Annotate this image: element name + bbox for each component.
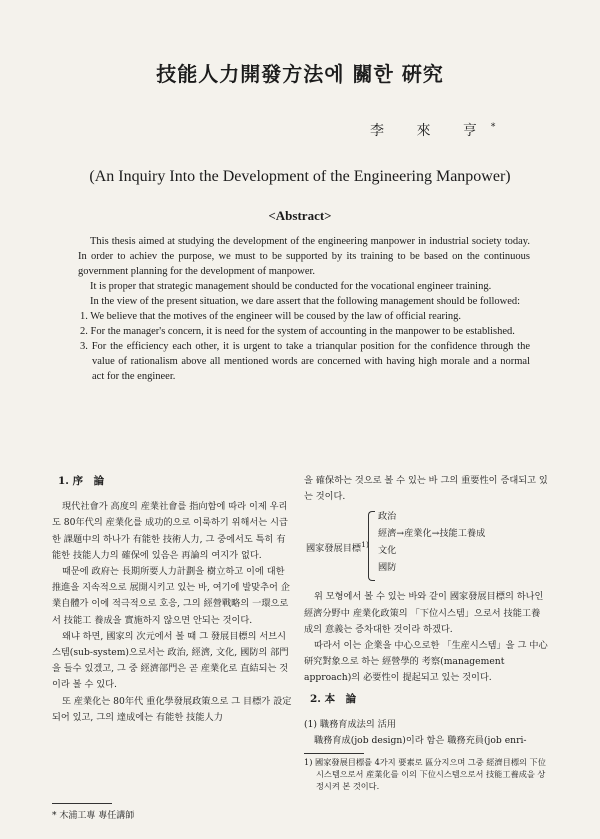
- body-paragraph: 職務育成(job design)이라 함은 職務充員(job enri-: [314, 735, 527, 747]
- paper-title: 技能人力開發方法에 關한 硏究: [156, 62, 444, 86]
- abstract-paragraph: In the view of the present situation, we dare assert that the following management should be followed:: [90, 296, 521, 307]
- diagram-brace: [368, 511, 375, 581]
- abstract-list-item: 2. For the manager's concern, it is need for the system of accounting in the manpower to be established.: [80, 326, 515, 337]
- abstract-list-item: 3. For the efficiency each other, it is urgent to take a trianqular position for the confidence through the value of rationalism above all mentioned words are concerned with having high morale and a normal act for the engineer.: [80, 341, 530, 382]
- diagram-footnote-mark: 1): [361, 540, 369, 550]
- abstract-paragraph: It is proper that strategic management should be conducted for the vocational engineer training.: [90, 281, 492, 292]
- author-name: [370, 120, 520, 140]
- english-title: (An Inquiry Into the Development of the Engineering Manpower): [89, 168, 511, 185]
- body-paragraph: 또 産業化는 80年代 重化學發展政策으로 그 目標가 設定되어 있고, 그의 達成에는 有能한 技能人力: [52, 695, 292, 723]
- diagram-item: 國防: [378, 562, 397, 574]
- author-footnote: * 木浦工專 專任講師: [52, 811, 135, 821]
- footnote-rule: [304, 753, 364, 754]
- author-footnote-mark: *: [490, 122, 496, 133]
- goal-diagram: [304, 509, 548, 583]
- abstract-heading: <Abstract>: [268, 208, 332, 223]
- body-paragraph: 왜냐 하면, 國家의 次元에서 볼 때 그 發展目標의 서브시스템(sub-system)으로서는 政治, 經濟, 文化, 國防의 部門을 들수 있겠고, 그 중 經濟部門은 곧 産業化로 直結되는 것이라 볼 수 있다.: [52, 630, 289, 691]
- diagram-root-label: 國家發展目標: [306, 543, 362, 555]
- abstract-list-item: 1. We believe that the motives of the engineer will be coused by the law of official rearing.: [80, 311, 462, 322]
- body-paragraph: 따라서 이는 企業을 中心으로한 「生産시스템」을 그 中心研究對象으로 하는 經營學的 考察(management approach)의 必要性이 提起되고 있는 것이다.: [304, 640, 548, 684]
- diagram-item: 經濟→産業化→技能工養成: [378, 528, 486, 540]
- footnote-rule: [52, 803, 112, 804]
- diagram-footnote: 1) 國家發展目標를 4가지 要素로 區分지으며 그중 經濟目標의 下位시스템으로서 産業化를 이의 下位시스템으로서 技能工養成을 상정시켜 본 것이다.: [304, 757, 546, 792]
- abstract-body: [78, 234, 530, 384]
- left-column: [52, 473, 292, 726]
- body-paragraph: 때문에 政府는 長期所要人力計劃을 樹立하고 이에 대한 推進을 지속적으로 展開시키고 있는 바, 여기에 발맞추어 企業自體가 이에 적극적으로 호응, 그의 經營戰略의 一環으로서 技能工 養成을 實施하지 않으면 안되는 것이다.: [52, 566, 290, 626]
- section-heading: 2. 本 論: [310, 692, 357, 705]
- section-heading: 1. 序 論: [58, 475, 105, 487]
- body-paragraph: 現代社會가 高度의 産業社會를 指向함에 따라 이제 우리도 80年代의 産業化를 成功的으로 이룩하기 위해서는 시급한 課題中의 하나가 有能한 技術人力, 그 중에서도 특히 有能한 技能人力의 確保에 있음은 再論의 여지가 없다.: [52, 501, 288, 561]
- body-paragraph: 위 모형에서 볼 수 있는 바와 같이 國家發展目標의 하나인 經濟分野中 産業化政策의 「下位시스템」으로서 技能工養成의 意義는 증차대한 것이라 하겠다.: [304, 591, 544, 635]
- diagram-item: 文化: [378, 545, 397, 557]
- diagram-item: 政治: [378, 511, 397, 523]
- right-column: [304, 473, 548, 792]
- abstract-paragraph: This thesis aimed at studying the development of the engineering manpower in industrial society today. In order to achiev the purpose, we must to be supported by its training to be based on the continuous government planning for the development of manpower.: [78, 236, 530, 277]
- author-text: 李 來 亨: [370, 123, 491, 139]
- subsection-heading: (1) 職務育成法의 活用: [304, 718, 397, 730]
- body-paragraph: 을 確保하는 것으로 볼 수 있는 바 그의 重要性이 증대되고 있는 것이다.: [304, 475, 548, 503]
- diagram-root: [306, 537, 369, 557]
